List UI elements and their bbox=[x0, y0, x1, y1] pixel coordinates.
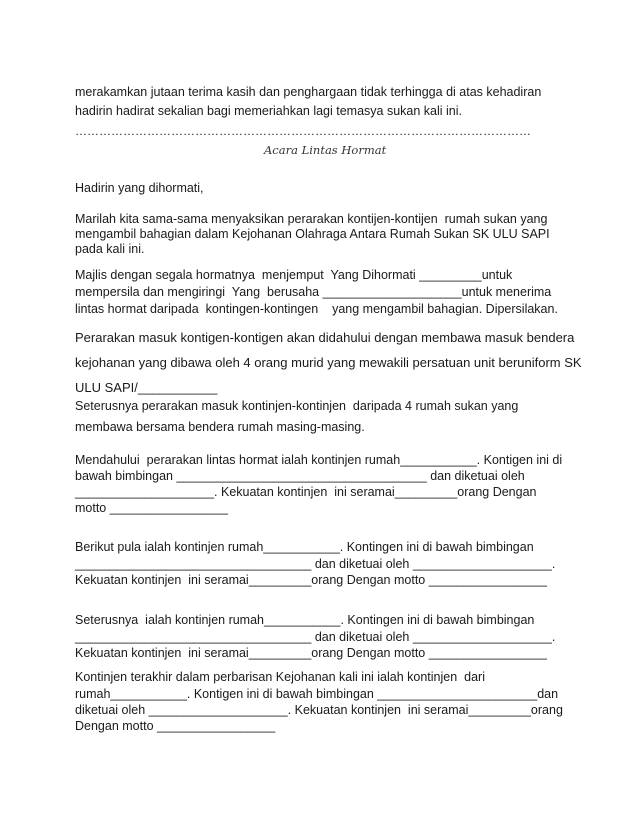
para5-line-4: motto _________________ bbox=[75, 501, 228, 515]
intro-line-1: merakamkan jutaan terima kasih dan penghargaan tidak terhingga di atas kehadiran bbox=[75, 85, 542, 99]
para3-line-2: kejohanan yang dibawa oleh 4 orang murid yang mewakili persatuan unit beruniform SK bbox=[75, 355, 582, 370]
para1-line-3: pada kali ini. bbox=[75, 242, 145, 256]
para2-line-1: Majlis dengan segala hormatnya menjemput Yang Dihormati _________untuk bbox=[75, 268, 513, 282]
para8-line-4: Dengan motto _________________ bbox=[75, 719, 276, 733]
para1-line-1: Marilah kita sama-sama menyaksikan perarakan kontijen-kontijen rumah sukan yang bbox=[75, 212, 548, 226]
para4-line-1: Seterusnya perarakan masuk kontinjen-kontinjen daripada 4 rumah sukan yang bbox=[75, 399, 519, 413]
section-title: Acara Lintas Hormat bbox=[264, 143, 387, 157]
para1-line-2: mengambil bahagian dalam Kejohanan Olahraga Antara Rumah Sukan SK ULU SAPI bbox=[75, 227, 550, 241]
para8-line-3: diketuai oleh ____________________. Kekuatan kontinjen ini seramai_________orang bbox=[75, 703, 563, 717]
para7-line-1: Seterusnya ialah kontinjen rumah___________. Kontingen ini di bawah bimbingan bbox=[75, 613, 535, 627]
para6-line-3: Kekuatan kontinjen ini seramai_________orang Dengan motto _________________ bbox=[75, 573, 547, 587]
para2-line-2: mempersila dan mengiringi Yang berusaha ____________________untuk menerima bbox=[75, 285, 552, 299]
para5-line-3: ____________________. Kekuatan kontinjen ini seramai_________orang Dengan bbox=[75, 485, 537, 499]
para5-line-2: bawah bimbingan ____________________________________ dan diketuai oleh bbox=[75, 469, 525, 483]
intro-line-2: hadirin hadirat sekalian bagi memeriahkan lagi temasya sukan kali ini. bbox=[75, 104, 463, 118]
para3-line-3: ULU SAPI/___________ bbox=[75, 380, 218, 395]
dotted-separator: …………………………………………………………………………………………………… bbox=[75, 124, 531, 138]
para8-line-2: rumah___________. Kontigen ini di bawah bimbingan _______________________dan bbox=[75, 687, 559, 701]
para7-line-2: __________________________________ dan diketuai oleh ____________________. bbox=[75, 630, 556, 644]
para2-line-3: lintas hormat daripada kontingen-kontingen yang mengambil bahagian. Dipersilakan. bbox=[75, 302, 558, 316]
para6-line-1: Berikut pula ialah kontinjen rumah___________. Kontingen ini di bawah bimbingan bbox=[75, 540, 534, 554]
para4-line-2: membawa bersama bendera rumah masing-masing. bbox=[75, 420, 365, 434]
para8-line-1: Kontinjen terakhir dalam perbarisan Kejohanan kali ini ialah kontinjen dari bbox=[75, 670, 485, 684]
greeting: Hadirin yang dihormati, bbox=[75, 181, 204, 195]
para7-line-3: Kekuatan kontinjen ini seramai_________orang Dengan motto _________________ bbox=[75, 646, 547, 660]
para6-line-2: __________________________________ dan diketuai oleh ____________________. bbox=[75, 557, 556, 571]
para5-line-1: Mendahului perarakan lintas hormat ialah kontinjen rumah___________. Kontigen ini di bbox=[75, 453, 563, 467]
para3-line-1: Perarakan masuk kontigen-kontigen akan didahului dengan membawa masuk bendera bbox=[75, 330, 575, 345]
